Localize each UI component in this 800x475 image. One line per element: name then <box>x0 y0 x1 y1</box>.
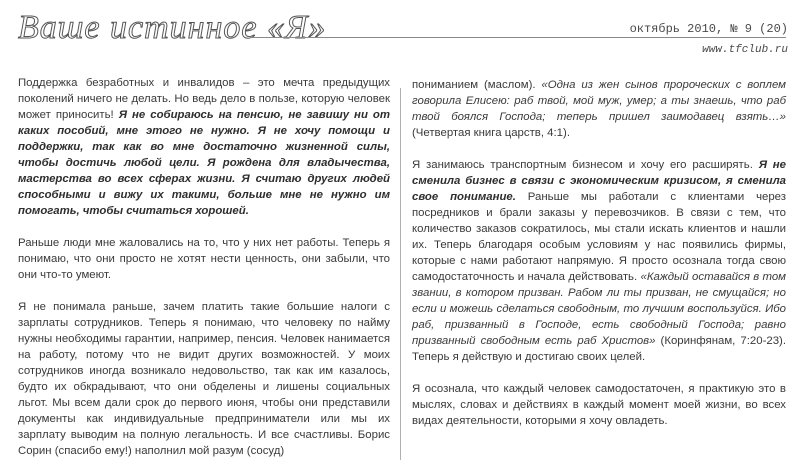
paragraph <box>412 77 786 141</box>
site-url: www.tfclub.ru <box>702 44 788 56</box>
issue-date: октябрь 2010, № 9 (20) <box>629 22 788 36</box>
paragraph <box>412 157 786 365</box>
paragraph <box>18 75 390 219</box>
header-divider <box>250 37 786 38</box>
emphasis-text: Я не сменила бизнес в связи с экономическим кризисом, я сменила свое понимание. <box>412 159 787 203</box>
article-column-left <box>18 75 390 475</box>
paragraph-text: Раньше мы работали с клиентами через посредников и брали заказы у перевозчиков. В связи с тем, что количество заказов сократилось, мы стали искать клиентов и нашли их. Теперь благодаря особым условиям у нас появились фирмы, которые с нами работают напрямую. Я просто осознала тогда свою самодостаточность и начала действовать. <box>412 191 786 283</box>
paragraph: Я не понимала раньше, зачем платить такие большие налоги с зарплаты сотрудников. Теперь я понимаю, что человеку по найму нужны необходимы гарантии, например, пенсия. Человек нанимается на работу, потому что не видит других возможностей. У моих сотрудников иногда возникало недовольство, так как им казалось, будто их обкрадывают, что они обделены и лишены социальных льгот. Мы всем дали срок до первого июня, чтобы они представили документы как индивидуальные предприниматели или мы их зарплату выводим на полную легальность. И все счастливы. Борис Сорин (спасибо ему!) наполнил мой разум (сосуд) <box>18 301 390 457</box>
emphasis-text: Я не собираюсь на пенсию, не завишу ни от каких пособий, мне этого не нужно. Я не хочу помощи и поддержки, так как во мне достаточно жизненной силы, чтобы достичь любой цели. Я рождена для владычества, мастерства во всех сферах жизни. Я считаю других людей способными и вижу их такими, больше мне не нужно им помогать, чтобы считаться хорошей. <box>18 109 390 217</box>
paragraph <box>412 381 786 429</box>
article-column-right <box>412 77 786 445</box>
quote-text: «Одна из жен сынов пророческих с воплем говорила Елисею: раб твой, мой муж, умер; а ты знаешь, что раб твой боялся Господа; теперь пришел заимодавец взять…» <box>412 79 786 123</box>
quote-text: «Каждый оставайся в том звании, в котором призван. Рабом ли ты призван, не смущайся; но если и можешь сделаться свободным, то лучшим воспользуйся. Ибо раб, призванный в Господе, есть свободный Господа; равно призванный свободным есть раб Христов» <box>412 271 786 347</box>
citation-text: (Четвертая книга царств, 4:1). <box>412 127 570 139</box>
column-divider <box>400 88 401 460</box>
paragraph-text: Поддержка безработных и инвалидов – это мечта предыдущих поколений ничего не делать. Но ведь дело в пользе, которую человек может приносить! <box>18 77 390 121</box>
paragraph-text: Я осознала, что каждый человек самодостаточен, я практикую это в мыслях, словах и действиях в каждый момент моей жизни, во всех видах деятельности, которыми я хочу овладеть. <box>412 383 786 427</box>
paragraph-text: Я занимаюсь транспортным бизнесом и хочу его расширять. <box>412 159 759 171</box>
paragraph-text: пониманием (маслом). <box>412 79 542 91</box>
paragraph: Раньше люди мне жаловались на то, что у них нет работы. Теперь я понимаю, что они просто не хотят нести ценность, они забыли, что они что-то умеют. <box>18 237 390 281</box>
magazine-masthead: Ваше истинное «Я» <box>18 9 327 46</box>
citation-text: (Коринфянам, 7:20-23). Теперь я действую и достигаю своих целей. <box>412 335 786 363</box>
